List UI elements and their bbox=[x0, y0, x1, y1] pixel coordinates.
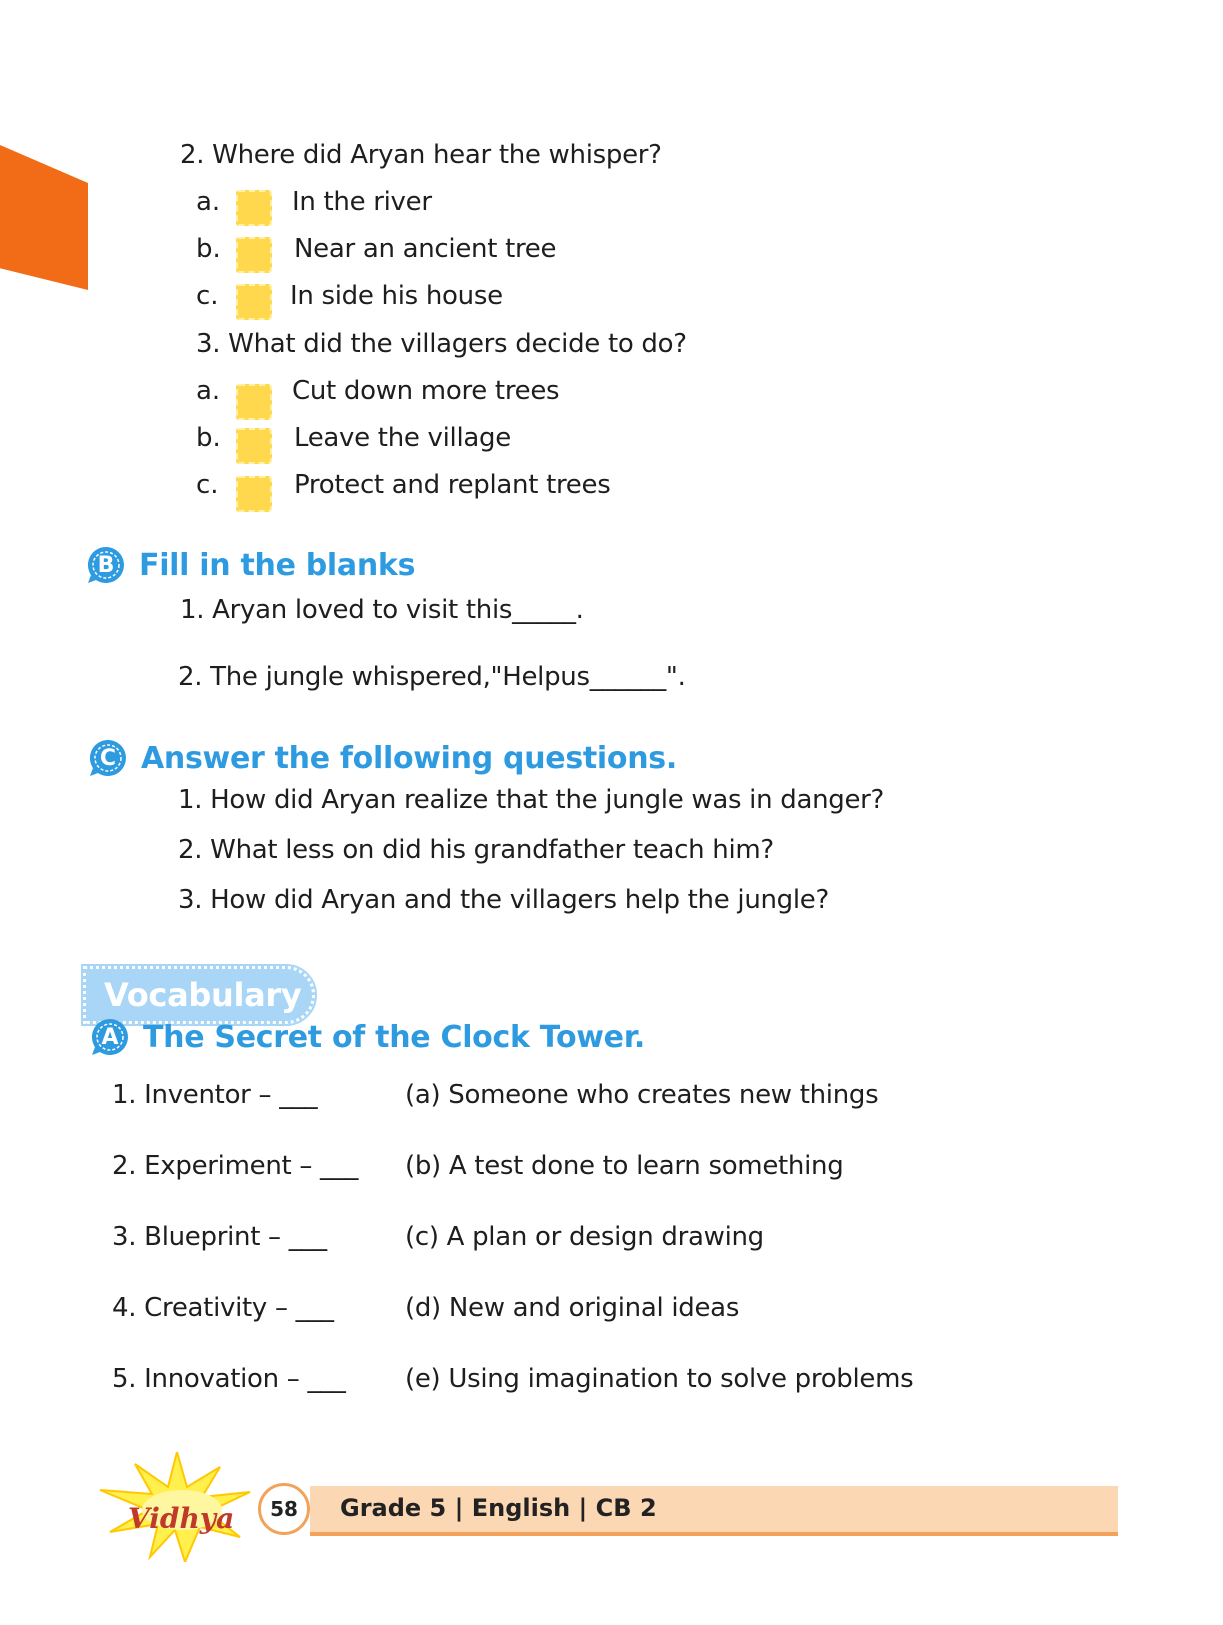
match-term: 5. Innovation – ___ bbox=[112, 1364, 346, 1394]
option-letter: c. bbox=[196, 281, 219, 311]
match-term: 2. Experiment – ___ bbox=[112, 1151, 359, 1181]
option-text: In the river bbox=[292, 187, 432, 217]
orange-corner-tab bbox=[0, 145, 88, 290]
logo-text: Vidhya bbox=[128, 1502, 235, 1535]
match-definition: (e) Using imagination to solve problems bbox=[405, 1364, 914, 1394]
page-number: 58 bbox=[258, 1483, 310, 1535]
fill-blank-item: 1. Aryan loved to visit this_____. bbox=[180, 595, 584, 625]
answer-checkbox[interactable] bbox=[236, 476, 272, 512]
option-text: In side his house bbox=[290, 281, 503, 311]
option-letter: c. bbox=[196, 470, 219, 500]
option-text: Near an ancient tree bbox=[294, 234, 557, 264]
match-term: 4. Creativity – ___ bbox=[112, 1293, 334, 1323]
section-badge-letter: B bbox=[97, 552, 115, 578]
question-2: 2. Where did Aryan hear the whisper? bbox=[180, 140, 662, 170]
answer-checkbox[interactable] bbox=[236, 428, 272, 464]
vocabulary-section-heading bbox=[89, 1016, 645, 1058]
option-letter: b. bbox=[196, 234, 221, 264]
section-badge-letter: A bbox=[101, 1024, 119, 1050]
option-text: Cut down more trees bbox=[292, 376, 560, 406]
match-definition: (c) A plan or design drawing bbox=[405, 1222, 764, 1252]
answer-checkbox[interactable] bbox=[236, 190, 272, 226]
question-item: 3. How did Aryan and the villagers help the jungle? bbox=[178, 885, 830, 915]
section-b-heading bbox=[85, 544, 415, 586]
answer-checkbox[interactable] bbox=[236, 237, 272, 273]
section-title: The Secret of the Clock Tower. bbox=[143, 1019, 646, 1055]
match-definition: (b) A test done to learn something bbox=[405, 1151, 844, 1181]
question-item: 2. What less on did his grandfather teach him? bbox=[178, 835, 774, 865]
footer-text: Grade 5 | English | CB 2 bbox=[340, 1494, 657, 1522]
vocabulary-label-text: Vocabulary bbox=[104, 976, 302, 1014]
answer-checkbox[interactable] bbox=[236, 384, 272, 420]
match-definition: (d) New and original ideas bbox=[405, 1293, 740, 1323]
option-text: Protect and replant trees bbox=[294, 470, 611, 500]
question-3: 3. What did the villagers decide to do? bbox=[196, 329, 687, 359]
match-term: 1. Inventor – ___ bbox=[112, 1080, 318, 1110]
section-badge-icon bbox=[89, 1016, 131, 1058]
fill-blank-item: 2. The jungle whispered,"Helpus______". bbox=[178, 662, 686, 692]
question-item: 1. How did Aryan realize that the jungle was in danger? bbox=[178, 785, 885, 815]
option-letter: b. bbox=[196, 423, 221, 453]
section-title: Answer the following questions. bbox=[141, 740, 677, 776]
match-definition: (a) Someone who creates new things bbox=[405, 1080, 879, 1110]
section-badge-letter: C bbox=[99, 745, 117, 771]
section-c-heading bbox=[87, 737, 677, 779]
option-text: Leave the village bbox=[294, 423, 511, 453]
answer-checkbox[interactable] bbox=[236, 284, 272, 320]
match-term: 3. Blueprint – ___ bbox=[112, 1222, 327, 1252]
section-badge-icon bbox=[87, 737, 129, 779]
section-title: Fill in the blanks bbox=[139, 547, 416, 583]
section-badge-icon bbox=[85, 544, 127, 586]
option-letter: a. bbox=[196, 376, 221, 406]
option-letter: a. bbox=[196, 187, 221, 217]
